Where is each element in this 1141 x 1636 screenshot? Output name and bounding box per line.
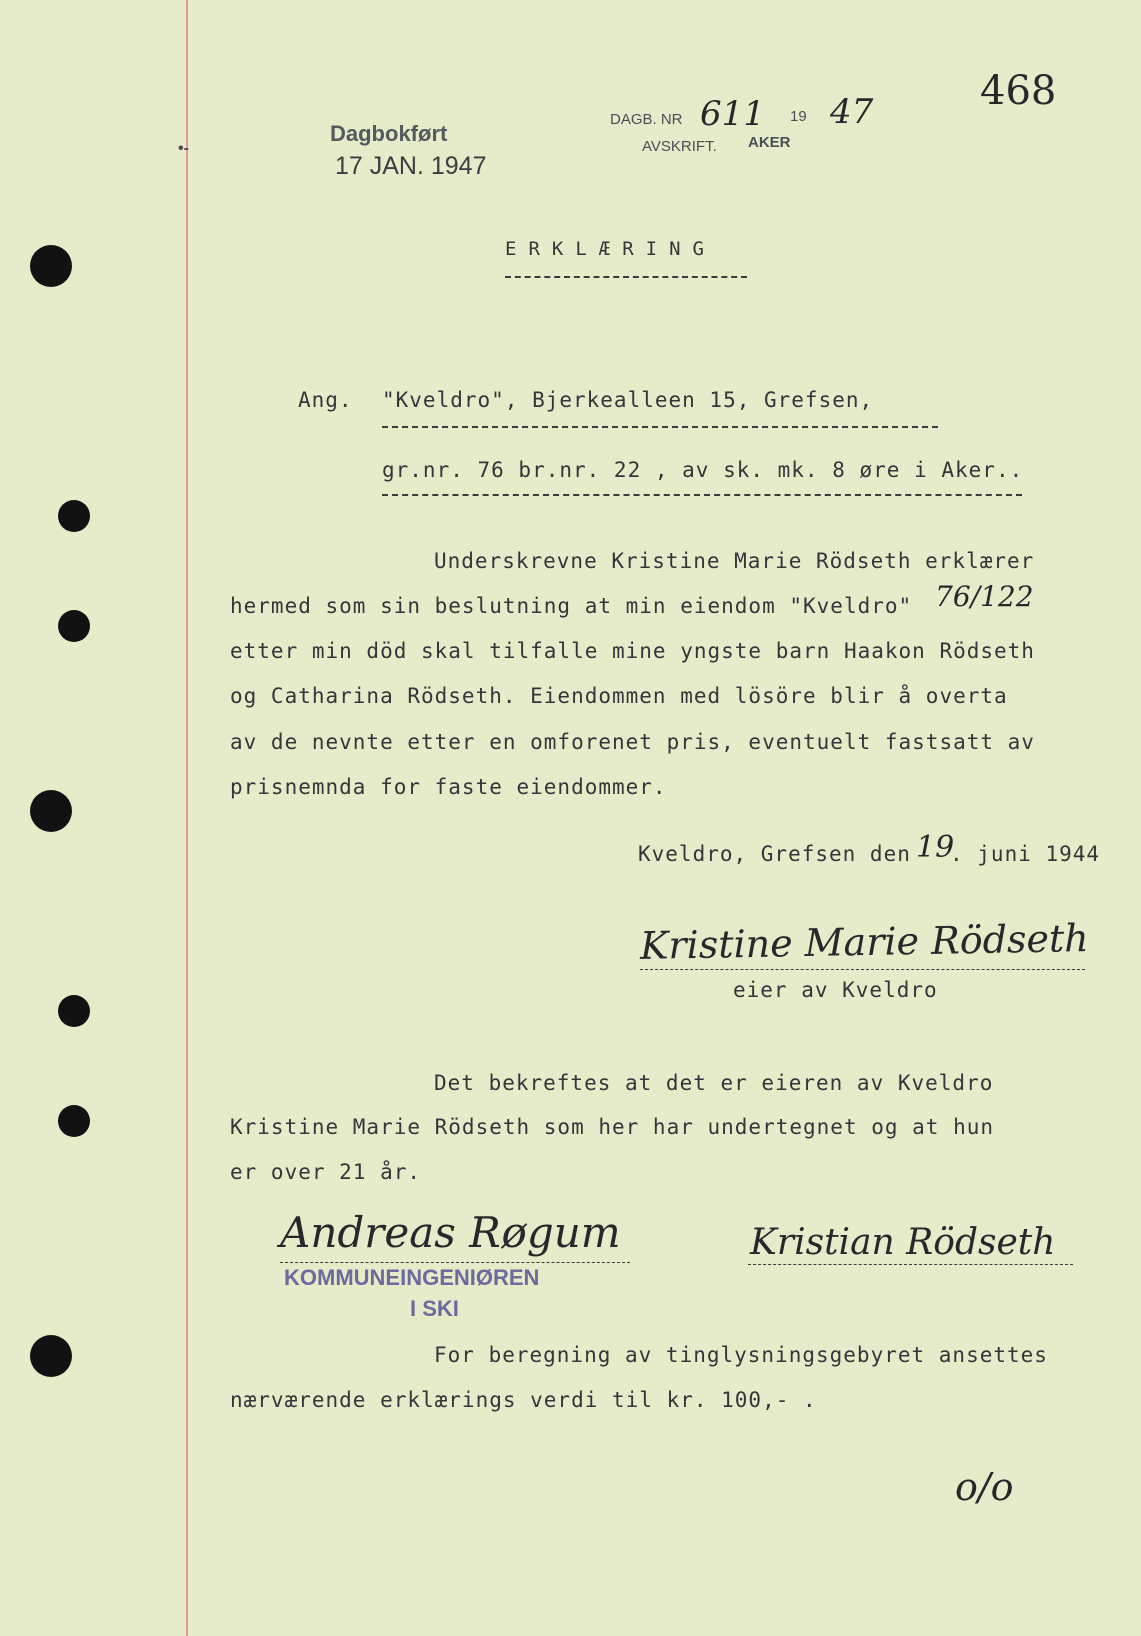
reference-line-2: gr.nr. 76 br.nr. 22 , av sk. mk. 8 øre i Aker.. [382,458,1024,482]
signature-witness: Andreas Røgum [280,1208,621,1257]
closing-mark: o/o [955,1465,1014,1509]
date-line-prefix: Kveldro, Grefsen den [638,842,911,866]
stamp-dagb-nr-value: 611 [700,94,765,134]
margin-note-gnr-bnr: 76/122 [935,580,1034,613]
document-title: ERKLÆRING [505,238,716,260]
punch-hole [30,1335,72,1377]
date-line-day: 19 [916,830,955,865]
stamp-dagbokfort-label: Dagbokført [330,121,448,146]
stamp-i-ski: I SKI [410,1296,459,1321]
reference-ang-label: Ang. [298,388,353,412]
body-line: hermed som sin beslutning at min eiendom "Kveldro" [230,594,913,618]
confirmation-line: er over 21 år. [230,1160,422,1184]
reference-line-1: "Kveldro", Bjerkealleen 15, Grefsen, [382,388,874,412]
signature-witness-line [280,1262,630,1263]
punch-hole [58,995,90,1027]
reference-line-2-underline [382,494,1022,496]
stamp-kommuneingeniøren: KOMMUNEINGENIØREN [284,1265,540,1290]
fee-line: For beregning av tinglysningsgebyret ansettes [434,1343,1048,1367]
punch-hole [58,500,90,532]
signature-kristian-line [748,1264,1073,1265]
stamp-avskrift-place: AKER [748,134,791,151]
signature-owner: Kristine Marie Rödseth [639,916,1090,968]
stamp-dagb-nr-label: DAGB. NR [610,111,683,128]
stamp-dagb-year-value: 47 [830,92,874,132]
signature-owner-caption: eier av Kveldro [733,978,938,1002]
body-line: og Catharina Rödseth. Eiendommen med lösöre blir å overta [230,684,1008,708]
confirmation-line: Det bekreftes at det er eieren av Kveldro [434,1071,994,1095]
date-line-suffix: . juni 1944 [950,842,1101,866]
reference-line-1-underline [382,426,938,428]
margin-rule [186,0,188,1636]
confirmation-line: Kristine Marie Rödseth som her har undertegnet og at hun [230,1115,995,1139]
punch-hole [30,245,72,287]
punch-hole [58,610,90,642]
punch-hole [58,1105,90,1137]
stamp-dagbokfort-date: 17 JAN. 1947 [335,152,487,180]
body-line: prisnemnda for faste eiendommer. [230,775,667,799]
body-line: av de nevnte etter en omforenet pris, eventuelt fastsatt av [230,730,1035,754]
body-line: Underskrevne Kristine Marie Rödseth erklærer [434,549,1035,573]
stamp-avskrift-label: AVSKRIFT. [642,138,717,155]
signature-kristian: Kristian Rödseth [750,1222,1056,1263]
signature-owner-line [640,969,1085,970]
page-number: 468 [980,68,1057,114]
punch-hole [30,790,72,832]
stamp-dagb-year-printed: 19 [790,108,807,125]
body-line: etter min död skal tilfalle mine yngste barn Haakon Rödseth [230,639,1035,663]
ink-mark: •- [178,140,189,157]
title-underline [505,276,747,278]
fee-line: nærværende erklærings verdi til kr. 100,- . [230,1388,817,1412]
